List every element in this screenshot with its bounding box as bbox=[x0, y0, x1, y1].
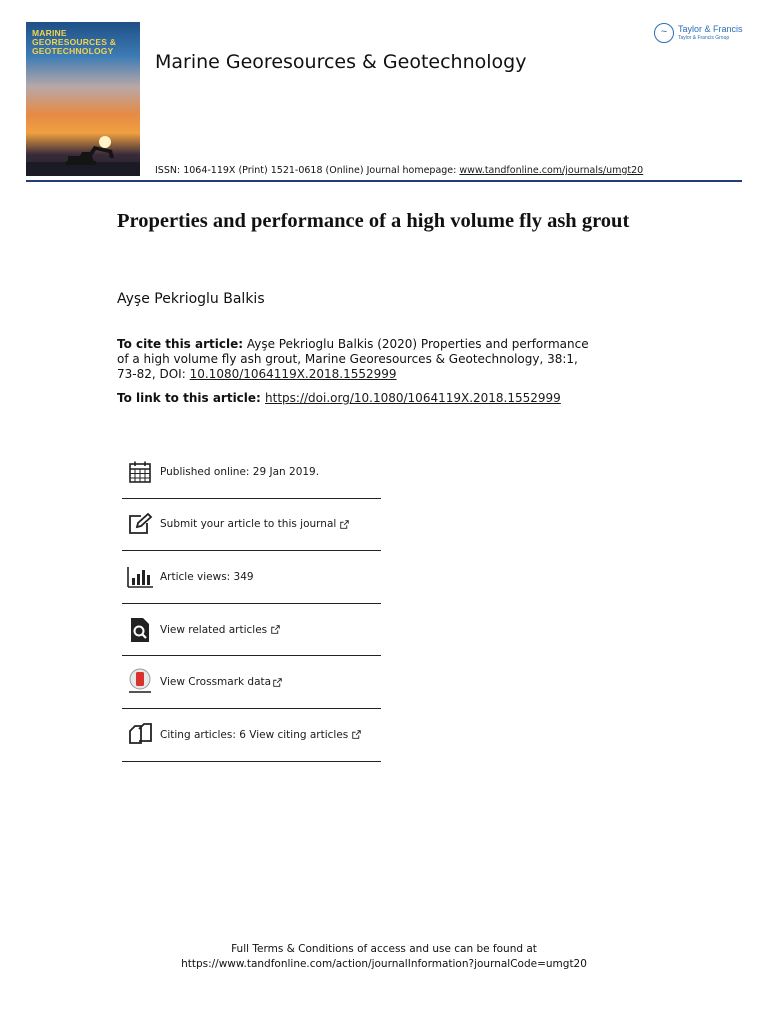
journal-cover-image bbox=[26, 22, 140, 176]
views-row bbox=[122, 551, 381, 604]
citation-label: To cite this article: bbox=[117, 337, 244, 351]
submit-article-link[interactable]: Submit your article to this journal bbox=[160, 518, 337, 531]
excavator-silhouette bbox=[64, 144, 118, 166]
document-search-icon bbox=[126, 616, 154, 644]
publisher-logo[interactable] bbox=[654, 22, 754, 46]
citing-documents-icon bbox=[126, 721, 154, 749]
footer-terms bbox=[0, 942, 768, 972]
crossmark-link[interactable]: View Crossmark data bbox=[160, 676, 272, 689]
article-title: Properties and performance of a high volume fly ash grout bbox=[117, 210, 630, 232]
related-articles-link[interactable]: View related articles bbox=[160, 623, 268, 636]
article-info-list bbox=[122, 446, 381, 762]
citation-text: Ayşe Pekrioglu Balkis (2020) Properties and performance of a high volume fly ash grout, Marine Georesources & Geotechnology, 38:1, 73-82, DOI: bbox=[117, 337, 589, 381]
external-link-icon bbox=[273, 678, 282, 687]
external-link-icon bbox=[271, 625, 280, 634]
citation-block bbox=[117, 337, 597, 382]
edit-icon bbox=[126, 510, 154, 538]
issn-text: ISSN: 1064-119X (Print) 1521-0618 (Online) Journal homepage: bbox=[155, 165, 460, 176]
citation-doi-link[interactable]: 10.1080/1064119X.2018.1552999 bbox=[189, 367, 397, 381]
journal-name: Marine Georesources & Geotechnology bbox=[155, 51, 527, 73]
article-link-label: To link to this article: bbox=[117, 391, 266, 405]
crossmark-row[interactable] bbox=[122, 656, 381, 709]
issn-line bbox=[155, 165, 643, 176]
submit-row[interactable] bbox=[122, 499, 381, 552]
header-rule bbox=[26, 180, 742, 182]
crossmark-icon bbox=[126, 668, 154, 696]
published-row bbox=[122, 446, 381, 499]
cover-title: MARINE GEORESOURCES & GEOTECHNOLOGY bbox=[32, 28, 117, 56]
footer-terms-url[interactable]: https://www.tandfonline.com/action/journalInformation?journalCode=umgt20 bbox=[181, 958, 587, 970]
article-views: Article views: 349 bbox=[160, 570, 254, 583]
footer-line-1: Full Terms & Conditions of access and use can be found at bbox=[231, 943, 537, 955]
related-row[interactable] bbox=[122, 604, 381, 657]
citing-row[interactable] bbox=[122, 709, 381, 762]
external-link-icon bbox=[340, 520, 349, 529]
publisher-name: Taylor & Francis bbox=[678, 24, 743, 34]
publisher-group: Taylor & Francis Group bbox=[678, 35, 730, 41]
article-author: Ayşe Pekrioglu Balkis bbox=[117, 291, 265, 307]
journal-homepage-link[interactable]: www.tandfonline.com/journals/umgt20 bbox=[459, 165, 644, 176]
bar-chart-icon bbox=[126, 563, 154, 591]
article-doi-url[interactable]: https://doi.org/10.1080/1064119X.2018.1552999 bbox=[265, 391, 561, 405]
external-link-icon bbox=[352, 730, 361, 739]
published-date: Published online: 29 Jan 2019. bbox=[160, 465, 320, 478]
calendar-icon bbox=[126, 458, 154, 486]
publisher-logo-icon: ~ bbox=[654, 23, 674, 43]
citing-articles-link[interactable]: Citing articles: 6 View citing articles bbox=[160, 728, 349, 741]
article-link-block bbox=[117, 391, 561, 405]
